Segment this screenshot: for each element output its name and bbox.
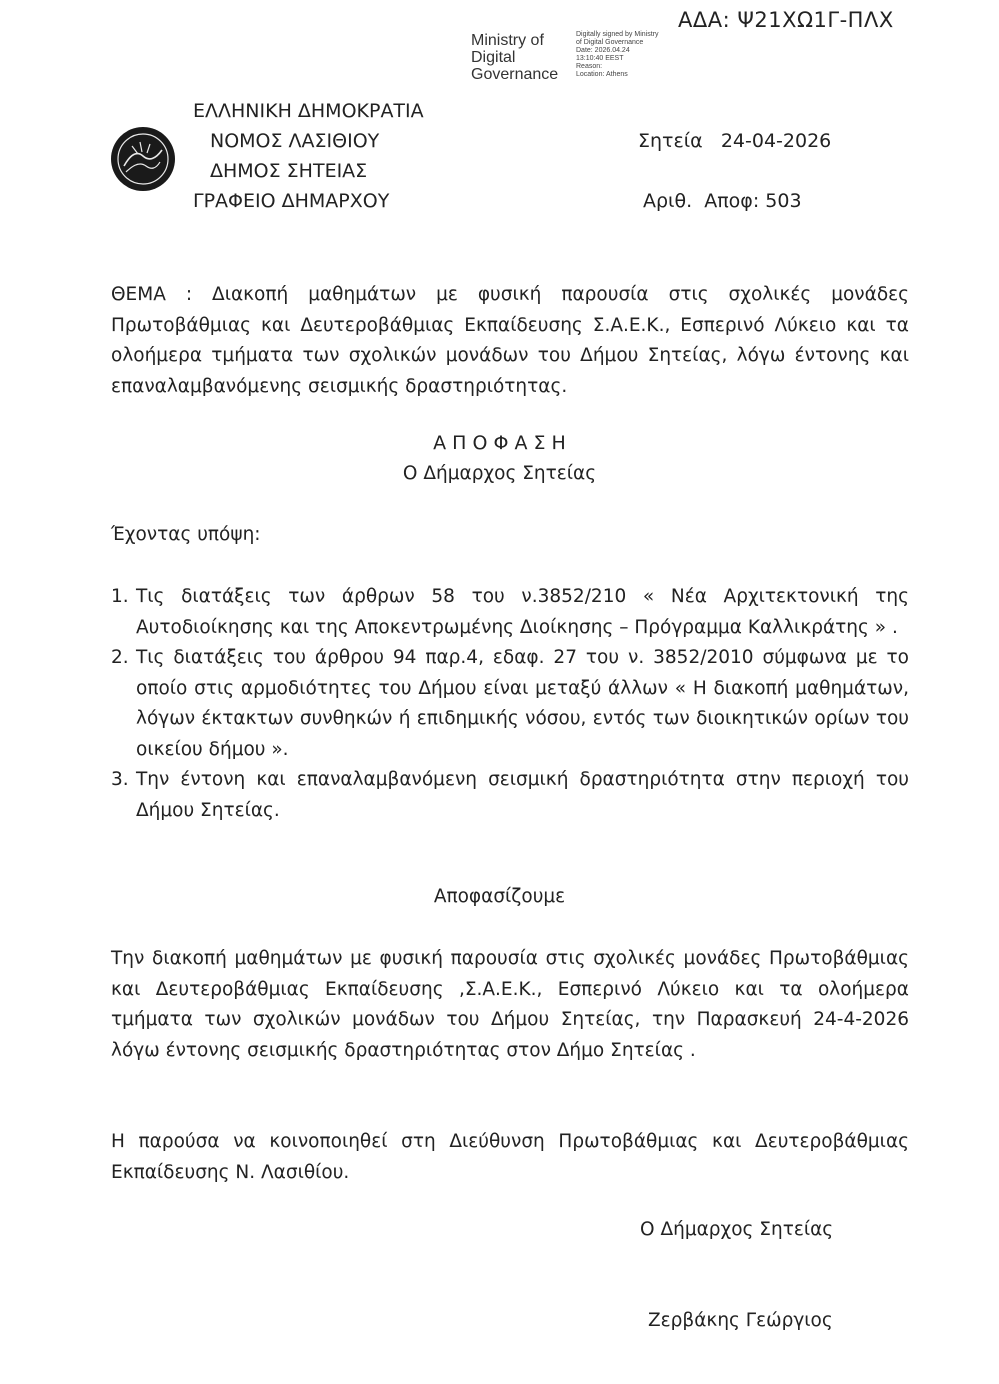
list-item	[111, 643, 909, 765]
header-republic: ΕΛΛΗΝΙΚΗ ΔΗΜΟΚΡΑΤΙΑ	[193, 100, 424, 122]
subject-paragraph: ΘΕΜΑ : Διακοπή μαθημάτων με φυσική παρουσία στις σχολικές μονάδες Πρωτοβάθμιας και Δευτεροβάθμιας Εκπαίδευσης Σ.Α.Ε.Κ., Εσπερινό Λύκειο και τα ολοήμερα τμήματα των σχολικών μονάδων του Δήμου Σητείας, λόγω έντονης και επαναλαμβανόμενης σεισμικής δραστηριότητας.	[111, 284, 909, 397]
ada-code: ΑΔΑ: Ψ21ΧΩ1Γ-ΠΛΧ	[678, 8, 894, 32]
list-item-text: Την έντονη και επαναλαμβανόμενη σεισμική δραστηριότητα στην περιοχή του Δήμου Σητείας.	[136, 769, 909, 821]
considering-label: Έχοντας υπόψη:	[111, 524, 261, 545]
signature-org-line: Digital	[471, 49, 516, 66]
notification-paragraph: Η παρούσα να κοινοποιηθεί στη Διεύθυνση Πρωτοβάθμιας και Δευτεροβάθμιας Εκπαίδευσης Ν. Λασιθίου.	[111, 1131, 909, 1183]
header-municipality: ΔΗΜΟΣ ΣΗΤΕΙΑΣ	[210, 160, 368, 182]
decision-text: Την διακοπή μαθημάτων με φυσική παρουσία στις σχολικές μονάδες Πρωτοβάθμιας και Δευτεροβάθμιας Εκπαίδευσης ,Σ.Α.Ε.Κ., Εσπερινό Λύκειο και τα ολοήμερα τμήματα των σχολικών μονάδων του Δήμου Σητείας, την Παρασκευή 24-4-2026 λόγω έντονης σεισμικής δραστηριότητας στον Δήμο Σητείας .	[111, 948, 909, 1061]
we-decide-heading: Αποφασίζουμε	[433, 886, 566, 907]
considerations-list	[111, 582, 909, 826]
signatory-name: Ζερβάκης Γεώργιος	[648, 1310, 833, 1331]
signature-org-line: Governance	[471, 66, 559, 83]
header-office: ΓΡΑΦΕΙΟ ΔΗΜΑΡΧΟΥ	[193, 190, 390, 212]
list-item	[111, 582, 909, 643]
list-item	[111, 765, 909, 826]
header-prefecture: ΝΟΜΟΣ ΛΑΣΙΘΙΟΥ	[210, 130, 380, 152]
signatory-title: Ο Δήμαρχος Σητείας	[640, 1219, 834, 1240]
signature-detail-line: Location: Athens	[576, 71, 628, 78]
decision-title: Α Π Ο Φ Α Σ Η	[433, 432, 566, 454]
decision-subtitle: Ο Δήμαρχος Σητείας	[402, 463, 597, 484]
signature-details	[576, 31, 658, 79]
municipality-seal-icon	[110, 126, 176, 192]
signature-detail-line: 13:10:40 EEST	[576, 55, 624, 62]
signature-detail-line: Digitally signed by Ministry	[576, 31, 659, 38]
list-item-number: 2.	[111, 647, 129, 668]
list-item-number: 1.	[111, 586, 129, 607]
list-item-text: Τις διατάξεις του άρθρου 94 παρ.4, εδαφ. 27 του ν. 3852/2010 σύμφωνα με το οποίο στις αρμοδιότητες του Δήμου είναι μεταξύ άλλων « Η διακοπή μαθημάτων, λόγων έκτακτων συνθηκών ή επιδημικής νόσου, εντός των διοικητικών ορίων του οικείου δήμου ».	[136, 647, 909, 760]
place-date: Σητεία 24-04-2026	[638, 130, 832, 152]
list-item-number: 3.	[111, 769, 129, 790]
signature-detail-line: Reason:	[576, 63, 603, 70]
list-item-text: Τις διατάξεις των άρθρων 58 του ν.3852/210 « Νέα Αρχιτεκτονική της Αυτοδιοίκησης και της Αποκεντρωμένης Διοίκησης – Πρόγραμμα Καλλικράτης » .	[136, 586, 909, 638]
signature-detail-line: of Digital Governance	[576, 39, 644, 46]
signature-detail-line: Date: 2026.04.24	[576, 47, 630, 54]
signature-organization	[471, 32, 558, 83]
decision-number: Αριθ. Αποφ: 503	[643, 190, 802, 212]
signature-org-line: Ministry of	[471, 32, 544, 49]
